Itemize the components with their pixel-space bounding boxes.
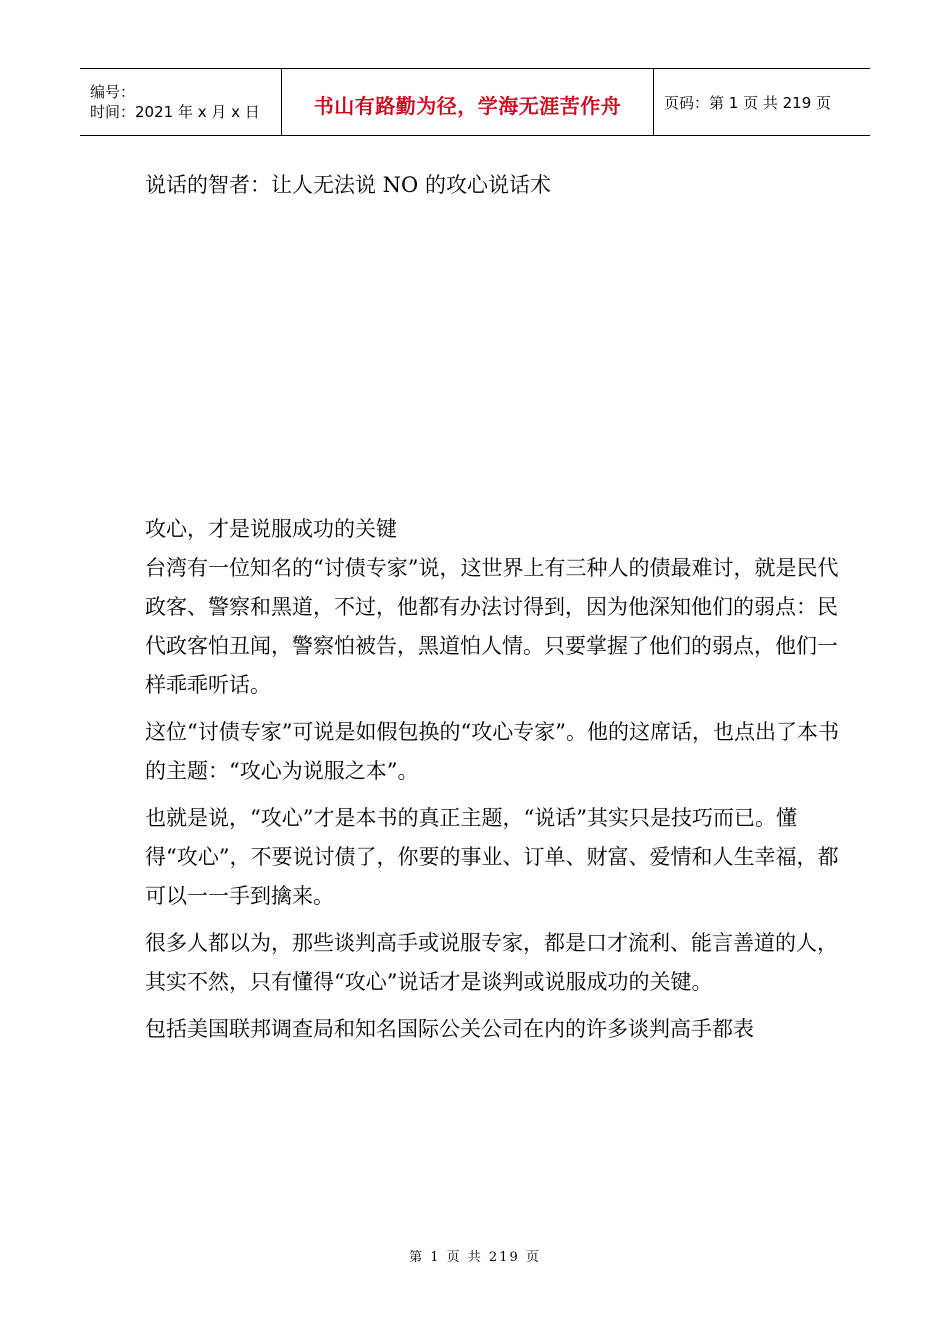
section-heading: 攻心，才是说服成功的关键 (145, 517, 397, 541)
header-motto-cell (282, 69, 654, 135)
header-motto: 书山有路勤为径，学海无涯苦作舟 (313, 93, 622, 118)
body-paragraph: 也就是说，“攻心”才是本书的真正主题，“说话”其实只是技巧而已。懂得“攻心”，不要说讨债了，你要的事业、订单、财富、爱情和人生幸福，都可以一一手到擒来。 (145, 806, 839, 908)
body-paragraph: 这位“讨债专家”可说是如假包换的“攻心专家”。他的这席话，也点出了本书的主题：“攻心为说服之本”。 (145, 720, 839, 783)
document-number-label: 编号： (90, 83, 136, 101)
body-paragraph: 包括美国联邦调查局和知名国际公关公司在内的许多谈判高手都表 (145, 1017, 754, 1041)
header-page-info: 页码：第 1 页 共 219 页 (664, 93, 832, 112)
body-paragraph: 台湾有一位知名的“讨债专家”说，这世界上有三种人的债最难讨，就是民代政客、警察和黑道，不过，他都有办法讨得到，因为他深知他们的弱点：民代政客怕丑闻，警察怕被告，黑道怕人情。只要掌握了他们的弱点，他们一样乖乖听话。 (145, 556, 839, 697)
document-date-label: 时间：2021 年 x 月 x 日 (90, 103, 260, 121)
page-header (80, 68, 870, 136)
document-body (145, 510, 845, 1049)
header-meta-cell (80, 69, 282, 135)
page-footer: 第 1 页 共 219 页 (409, 1250, 541, 1265)
document-title: 说话的智者：让人无法说 NO 的攻心说话术 (145, 173, 551, 197)
body-paragraph: 很多人都以为，那些谈判高手或说服专家，都是口才流利、能言善道的人，其实不然，只有懂得“攻心”说话才是谈判或说服成功的关键。 (145, 931, 838, 994)
header-page-cell (654, 69, 870, 135)
